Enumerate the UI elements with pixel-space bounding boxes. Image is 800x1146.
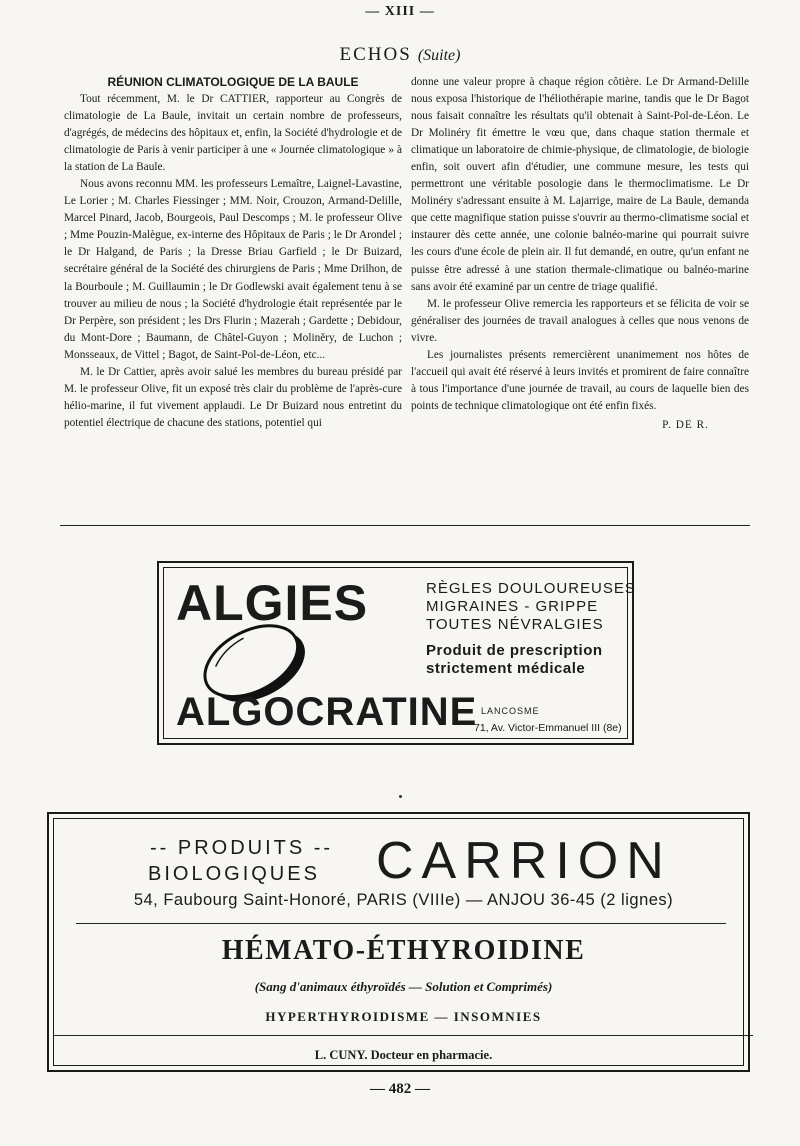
article-divider [60,525,750,526]
symptom-line: MIGRAINES - GRIPPE [426,598,599,615]
ad-word-algies: ALGIES [176,575,369,631]
algocratine-ad [157,561,634,745]
ad-divider [54,1035,753,1036]
ad-lab-address: 71, Av. Victor-Emmanuel III (8e) [474,722,622,734]
article-signature: P. DE R. [662,418,709,431]
symptom-line: RÈGLES DOULOUREUSES [426,580,636,597]
article-paragraph: donne une valeur propre à chaque région côtière. Le Dr Armand-Delille nous exposa l'historique de l'héliothérapie marine, tandis que le Dr Bagot nous faisait connaître les résultats qu'il obtenait à Saint-Pol-de-Léon. Le Dr Molinéry fit émettre le vœu que, dans chaque station thermale et climatique un laboratoire de chimie-physique, de climatologie, de biologie enfin, soit ouvert afin d'étudier, une commune mesure, les tests qui permettront une véritable posologie dans le thermoclimatisme. Le Dr Molinéry s'adressant ensuite à M. Lajarrige, maire de La Baule, demanda que cette magnifique station puisse s'ouvrir au thermo-climatisme social et instaurer dès cette année, une colonie balnéo-marine qui pourrait suivre les cours d'une école de plein air. Il fut demandé, en outre, qu'un enfant ne puisse être adressé à une station thermale-climatique ou balnéo-marine sans avoir été examiné par un centre de triage qualifié. [411,76,749,293]
article-paragraph: Nous avons reconnu MM. les professeurs Lemaître, Laignel-Lavastine, Le Lorier ; M. Charles Fiessinger ; MM. Noir, Crouzon, Armand-Delille, Marcel Pinard, Jacob, Bourgeois, Paul Descomps ; M. le professeur Olive ; Mme Pouzin-Malègue, ex-interne des Hôpitaux de Paris ; le Dr Arondel ; le Dr Halgand, de Paris ; la Dresse Briau Garfield ; le Dr Buizard, secrétaire général de la Société des chirurgiens de Paris ; Mme Drilhon, de la Bourboule ; M. Guillaumin ; le Dr Godlewski avait également tenu à se trouver au milieu de nous ; la Société d'hydrologie était représentée par le Dr Perpère, son président ; les Drs Flurin ; Mazerah ; Gardette ; Debidour, du Mont-Dore ; Baumann, de Châtel-Guyon ; Moliněry, de Luchon ; Monsseaux, de Vittel ; Bagot, de Saint-Pol-de-Léon, etc... [64,178,402,361]
ad-indications [426,580,636,678]
ad-lab-name: LANCOSME [481,706,540,716]
article-paragraph: M. le Dr Cattier, après avoir salué les membres du bureau présidé par M. le professeur Olive, fit un exposé très clair du problème de l'après-cure hélio-marine, il fut vivement applaudi. Le Dr Buizard nous entretint du potentiel électrique de chacune des stations, potentiel qui [64,365,402,429]
section-suffix: (Suite) [417,47,461,64]
symptom-line: TOUTES NÉVRALGIES [426,616,604,633]
ad-produits: -- PRODUITS -- [150,837,334,859]
carrion-ad [47,812,750,1072]
article-left-column [64,74,402,432]
prescription-line: strictement médicale [426,660,586,677]
ad-product-indications: HYPERTHYROIDISME — INSOMNIES [265,1009,542,1024]
article-paragraph: M. le professeur Olive remercia les rapporteurs et se félicita de voir se généraliser des journées de travail analogues à celles que nous venons de vivre. [411,297,749,344]
ad-word-algocratine: ALGOCRATINE [176,690,478,734]
ad-inner-frame [163,567,636,739]
article-paragraph: Tout récemment, M. le Dr CATTIER, rapporteur au Congrès de climatologie de La Baule, invitait un certain nombre de professeurs, d'agrégés, de médecins des hôpitaux et, enfin, la Société d'hydrologie et de climatologie de Paris à venir participer à une « Journée climatologique » à la station de La Baule. [64,93,402,174]
ad-address: 54, Faubourg Saint-Honoré, PARIS (VIIIe) — ANJOU 36-45 (2 lignes) [133,891,674,909]
ad-inner-frame [53,818,744,1066]
print-speck [399,795,402,798]
roman-page-number: — XIII — [365,4,435,19]
ad-biologiques: BIOLOGIQUES [148,863,320,885]
ad-brand-carrion: CARRION [376,832,672,890]
section-name: ECHOS [339,44,412,65]
ad-pharmacist: L. CUNY. Docteur en pharmacie. [314,1048,493,1062]
section-title [0,44,800,66]
article-paragraph: Les journalistes présents remercièrent unanimement nos hôtes de l'accueil qui avait été réservé à leurs invités et promirent de faire connaître à tous l'importance d'une journée de travail, au cours de laquelle bien des points de technique climatologique ont été enfin fixés. [411,348,749,412]
page-number: — 482 — [370,1081,430,1097]
ad-product-name: HÉMATO-ÉTHYROIDINE [221,935,586,966]
article-heading: RÉUNION CLIMATOLOGIQUE DE LA BAULE [107,75,359,89]
article-right-column [411,74,749,434]
ad-divider [76,923,726,924]
ad-product-subtitle: (Sang d'animaux éthyroïdés — Solution et Comprimés) [254,979,553,994]
prescription-line: Produit de prescription [426,642,603,659]
